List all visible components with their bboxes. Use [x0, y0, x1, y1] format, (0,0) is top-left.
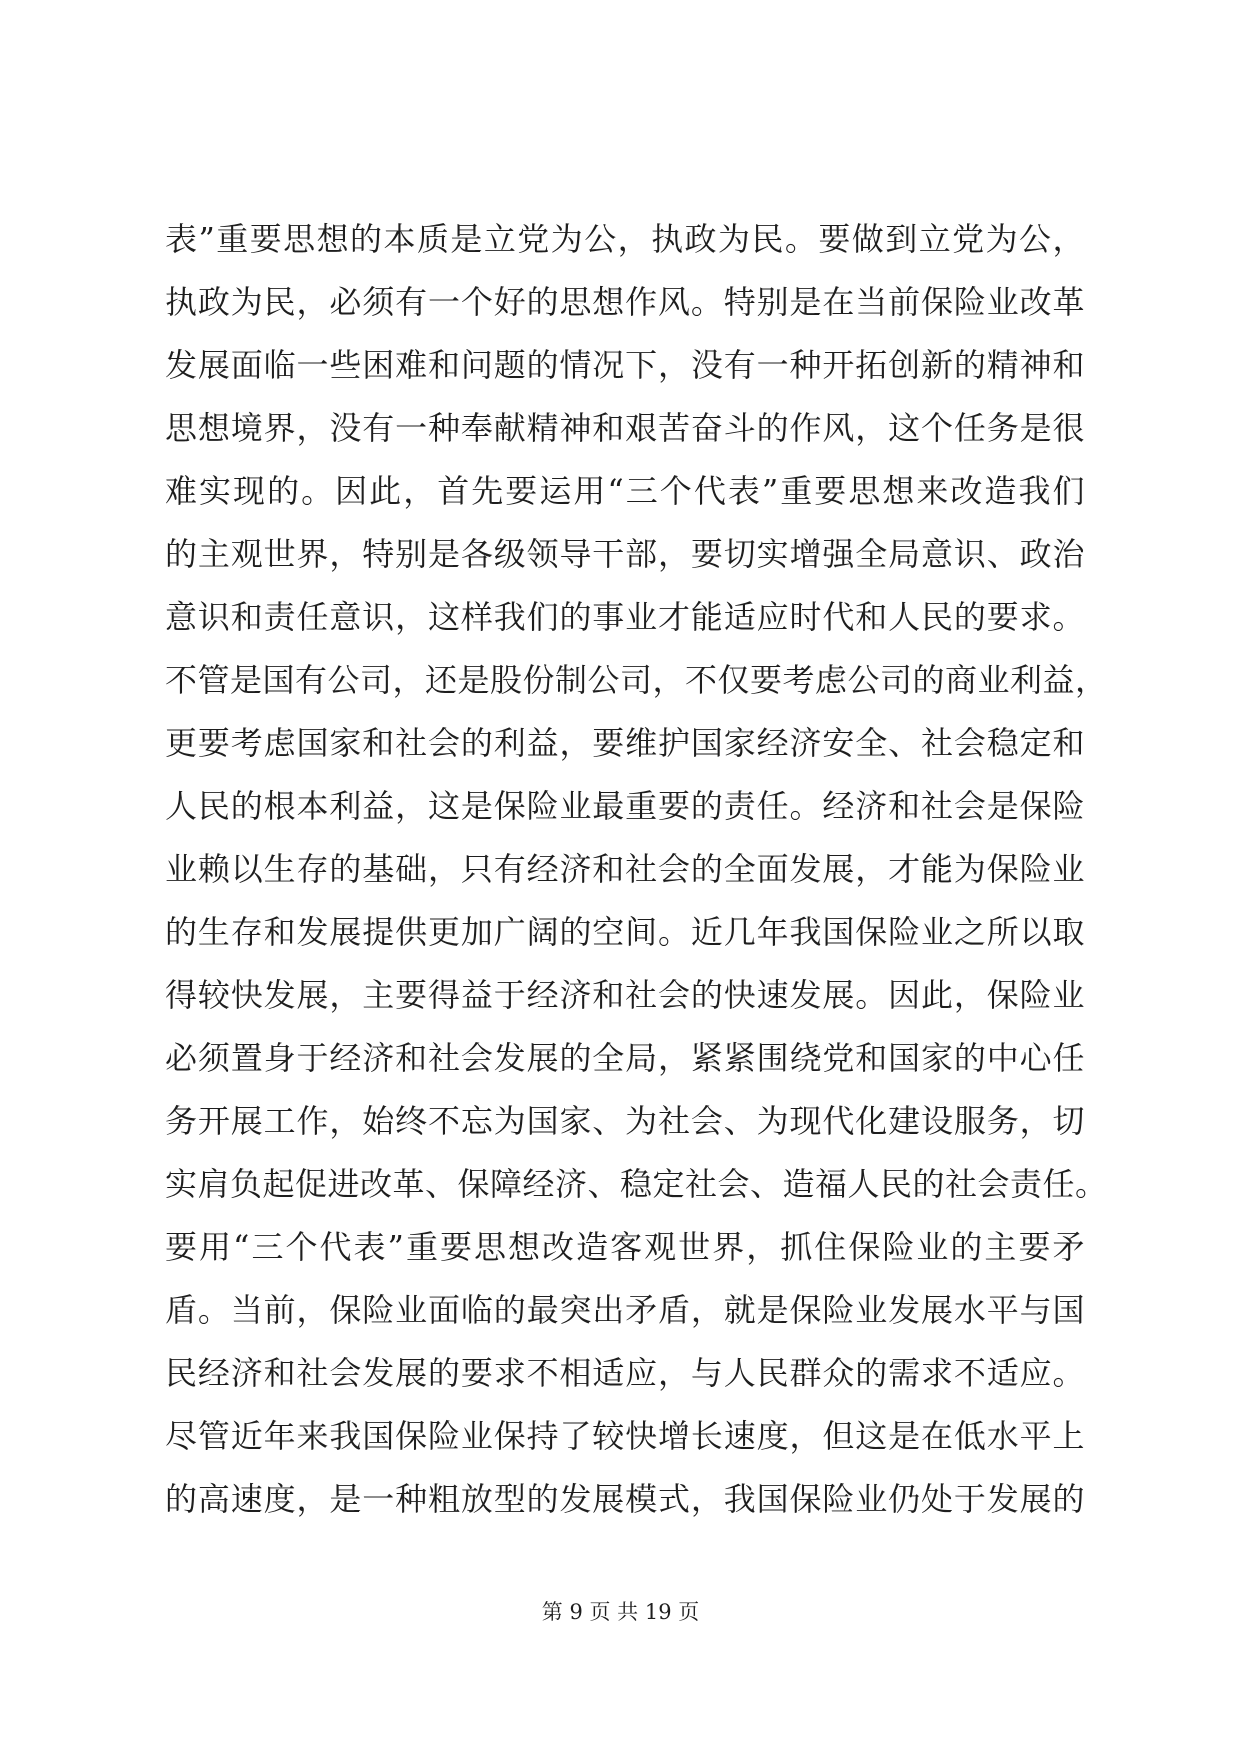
text-line: 难实现的。因此，首先要运用“三个代表”重要思想来改造我们 [165, 472, 1085, 510]
text-line: 表”重要思想的本质是立党为公，执政为民。要做到立党为公， [165, 220, 1085, 258]
text-line: 不管是国有公司，还是股份制公司，不仅要考虑公司的商业利益， [165, 661, 1108, 699]
page-number-footer: 第 9 页 共 19 页 [541, 1600, 700, 1624]
text-line: 务开展工作，始终不忘为国家、为社会、为现代化建设服务，切 [165, 1102, 1085, 1140]
text-line: 业赖以生存的基础，只有经济和社会的全面发展，才能为保险业 [165, 850, 1085, 888]
text-line: 民经济和社会发展的要求不相适应，与人民群众的需求不适应。 [165, 1354, 1085, 1392]
text-line: 更要考虑国家和社会的利益，要维护国家经济安全、社会稳定和 [165, 724, 1085, 762]
text-line: 必须置身于经济和社会发展的全局，紧紧围绕党和国家的中心任 [165, 1039, 1085, 1077]
text-line: 思想境界，没有一种奉献精神和艰苦奋斗的作风，这个任务是很 [165, 409, 1085, 447]
text-line: 尽管近年来我国保险业保持了较快增长速度，但这是在低水平上 [165, 1417, 1085, 1455]
text-line: 得较快发展，主要得益于经济和社会的快速发展。因此，保险业 [165, 976, 1085, 1014]
text-line: 的生存和发展提供更加广阔的空间。近几年我国保险业之所以取 [165, 913, 1085, 951]
text-line: 执政为民，必须有一个好的思想作风。特别是在当前保险业改革 [165, 283, 1085, 321]
text-line: 的主观世界，特别是各级领导干部，要切实增强全局意识、政治 [165, 535, 1085, 573]
text-line: 人民的根本利益，这是保险业最重要的责任。经济和社会是保险 [165, 787, 1085, 825]
text-line: 意识和责任意识，这样我们的事业才能适应时代和人民的要求。 [165, 598, 1085, 636]
text-line: 实肩负起促进改革、保障经济、稳定社会、造福人民的社会责任。 [165, 1165, 1108, 1203]
text-line: 盾。当前，保险业面临的最突出矛盾，就是保险业发展水平与国 [165, 1291, 1085, 1329]
text-line: 发展面临一些困难和问题的情况下，没有一种开拓创新的精神和 [165, 346, 1085, 384]
text-line: 要用“三个代表”重要思想改造客观世界，抓住保险业的主要矛 [165, 1228, 1085, 1266]
text-line: 的高速度，是一种粗放型的发展模式，我国保险业仍处于发展的 [165, 1480, 1085, 1518]
body-text [165, 208, 1108, 1531]
